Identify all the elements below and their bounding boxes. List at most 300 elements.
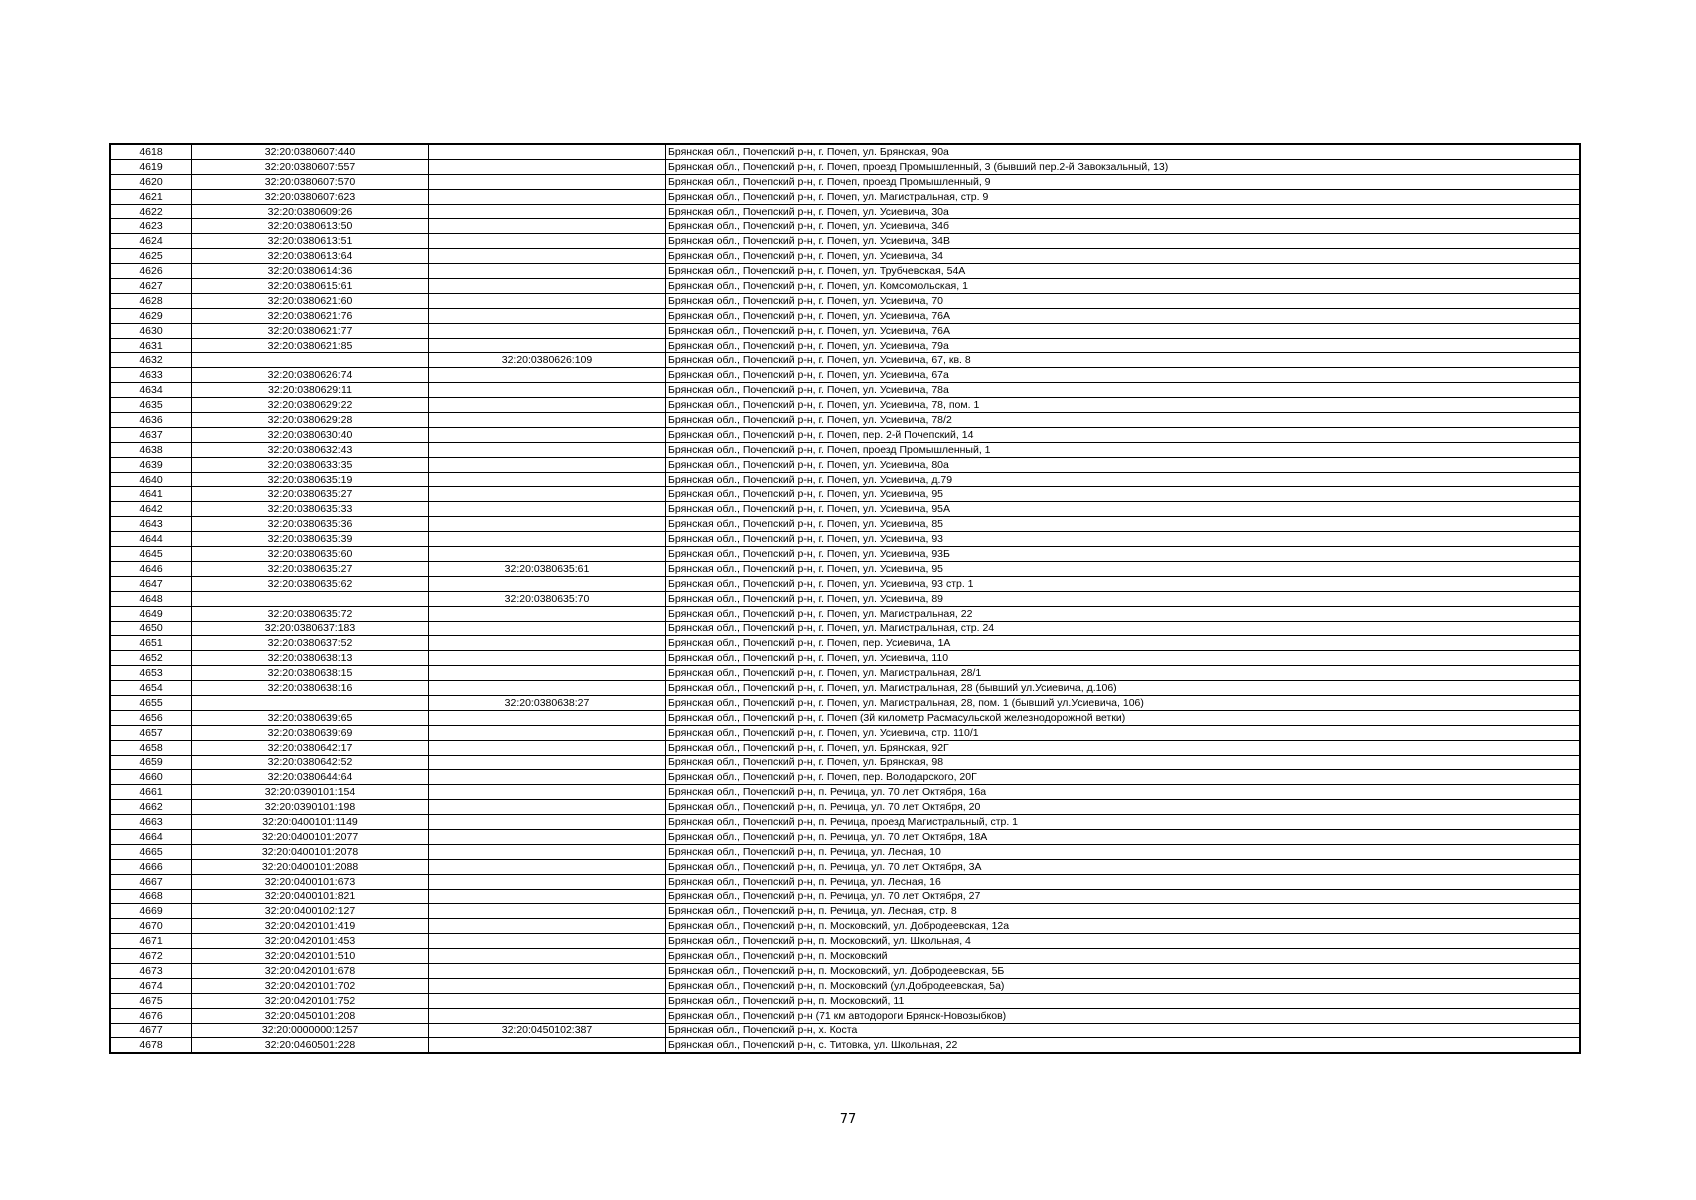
previous-cadastral-number-cell — [429, 1008, 666, 1023]
address-cell: Брянская обл., Почепский р-н, г. Почеп, ул. Усиевича, стр. 110/1 — [666, 725, 1581, 740]
cadastral-number-cell: 32:20:0380607:557 — [192, 159, 429, 174]
address-cell: Брянская обл., Почепский р-н, г. Почеп, ул. Усиевича, 34 — [666, 249, 1581, 264]
table-row — [110, 442, 1580, 457]
address-cell: Брянская обл., Почепский р-н, г. Почеп, проезд Промышленный, 3 (бывший пер.2-й Завокзальный, 13) — [666, 159, 1581, 174]
previous-cadastral-number-cell — [429, 502, 666, 517]
table-row — [110, 279, 1580, 294]
table-row — [110, 189, 1580, 204]
row-number-cell: 4630 — [110, 323, 192, 338]
cadastral-number-cell: 32:20:0380629:22 — [192, 398, 429, 413]
row-number-cell: 4619 — [110, 159, 192, 174]
cadastral-number-cell: 32:20:0380635:27 — [192, 561, 429, 576]
table-row — [110, 249, 1580, 264]
address-cell: Брянская обл., Почепский р-н, г. Почеп, ул. Магистральная, 22 — [666, 606, 1581, 621]
previous-cadastral-number-cell — [429, 829, 666, 844]
address-cell: Брянская обл., Почепский р-н, г. Почеп, пер. Володарского, 20Г — [666, 770, 1581, 785]
row-number-cell: 4676 — [110, 1008, 192, 1023]
table-row — [110, 204, 1580, 219]
address-cell: Брянская обл., Почепский р-н, г. Почеп, ул. Усиевича, д.79 — [666, 472, 1581, 487]
table-row — [110, 710, 1580, 725]
cadastral-number-cell: 32:20:0390101:154 — [192, 785, 429, 800]
table-row — [110, 1038, 1580, 1053]
previous-cadastral-number-cell — [429, 949, 666, 964]
table-row — [110, 591, 1580, 606]
row-number-cell: 4659 — [110, 755, 192, 770]
row-number-cell: 4649 — [110, 606, 192, 621]
cadastral-number-cell: 32:20:0400101:673 — [192, 874, 429, 889]
address-cell: Брянская обл., Почепский р-н, п. Московский, ул. Добродеевская, 12а — [666, 919, 1581, 934]
previous-cadastral-number-cell — [429, 547, 666, 562]
previous-cadastral-number-cell — [429, 144, 666, 159]
previous-cadastral-number-cell: 32:20:0380626:109 — [429, 353, 666, 368]
table-row — [110, 219, 1580, 234]
address-cell: Брянская обл., Почепский р-н, г. Почеп, ул. Усиевича, 80а — [666, 457, 1581, 472]
cadastral-number-cell — [192, 591, 429, 606]
table-row — [110, 413, 1580, 428]
table-row — [110, 695, 1580, 710]
row-number-cell: 4647 — [110, 576, 192, 591]
address-cell: Брянская обл., Почепский р-н, г. Почеп, ул. Усиевича, 76А — [666, 323, 1581, 338]
table-row — [110, 532, 1580, 547]
address-cell: Брянская обл., Почепский р-н, г. Почеп, ул. Усиевича, 110 — [666, 651, 1581, 666]
cadastral-number-cell: 32:20:0420101:453 — [192, 934, 429, 949]
address-cell: Брянская обл., Почепский р-н, г. Почеп, ул. Магистральная, стр. 9 — [666, 189, 1581, 204]
table-row — [110, 606, 1580, 621]
cadastral-number-cell: 32:20:0380607:440 — [192, 144, 429, 159]
address-cell: Брянская обл., Почепский р-н, п. Речица, ул. Лесная, 10 — [666, 844, 1581, 859]
address-cell: Брянская обл., Почепский р-н, п. Речица, ул. 70 лет Октября, 3А — [666, 859, 1581, 874]
row-number-cell: 4664 — [110, 829, 192, 844]
table-row — [110, 398, 1580, 413]
previous-cadastral-number-cell — [429, 532, 666, 547]
cadastral-number-cell: 32:20:0400101:2077 — [192, 829, 429, 844]
table-row — [110, 502, 1580, 517]
row-number-cell: 4645 — [110, 547, 192, 562]
address-cell: Брянская обл., Почепский р-н, г. Почеп, ул. Усиевича, 30а — [666, 204, 1581, 219]
table-row — [110, 993, 1580, 1008]
table-row — [110, 636, 1580, 651]
row-number-cell: 4642 — [110, 502, 192, 517]
cadastral-number-cell: 32:20:0380629:11 — [192, 383, 429, 398]
previous-cadastral-number-cell — [429, 189, 666, 204]
address-cell: Брянская обл., Почепский р-н, п. Московский (ул.Добродеевская, 5а) — [666, 978, 1581, 993]
row-number-cell: 4657 — [110, 725, 192, 740]
address-cell: Брянская обл., Почепский р-н, г. Почеп, пер. 2-й Почепский, 14 — [666, 427, 1581, 442]
previous-cadastral-number-cell — [429, 993, 666, 1008]
row-number-cell: 4633 — [110, 368, 192, 383]
address-cell: Брянская обл., Почепский р-н, п. Московский, ул. Добродеевская, 5Б — [666, 963, 1581, 978]
previous-cadastral-number-cell — [429, 904, 666, 919]
address-cell: Брянская обл., Почепский р-н, г. Почеп, ул. Усиевича, 95А — [666, 502, 1581, 517]
table-row — [110, 323, 1580, 338]
table-row — [110, 561, 1580, 576]
previous-cadastral-number-cell — [429, 934, 666, 949]
row-number-cell: 4650 — [110, 621, 192, 636]
previous-cadastral-number-cell — [429, 889, 666, 904]
table-row — [110, 338, 1580, 353]
cadastral-number-cell: 32:20:0380638:16 — [192, 681, 429, 696]
cadastral-number-cell: 32:20:0380638:15 — [192, 666, 429, 681]
table-row — [110, 472, 1580, 487]
previous-cadastral-number-cell — [429, 264, 666, 279]
address-cell: Брянская обл., Почепский р-н, г. Почеп, ул. Усиевича, 89 — [666, 591, 1581, 606]
cadastral-number-cell: 32:20:0380644:64 — [192, 770, 429, 785]
row-number-cell: 4639 — [110, 457, 192, 472]
row-number-cell: 4654 — [110, 681, 192, 696]
row-number-cell: 4652 — [110, 651, 192, 666]
row-number-cell: 4618 — [110, 144, 192, 159]
table-row — [110, 1008, 1580, 1023]
table-row — [110, 383, 1580, 398]
row-number-cell: 4627 — [110, 279, 192, 294]
address-cell: Брянская обл., Почепский р-н, г. Почеп, пер. Усиевича, 1А — [666, 636, 1581, 651]
previous-cadastral-number-cell: 32:20:0380635:70 — [429, 591, 666, 606]
table-row — [110, 159, 1580, 174]
previous-cadastral-number-cell — [429, 368, 666, 383]
table-row — [110, 963, 1580, 978]
row-number-cell: 4629 — [110, 308, 192, 323]
previous-cadastral-number-cell — [429, 681, 666, 696]
previous-cadastral-number-cell — [429, 815, 666, 830]
previous-cadastral-number-cell — [429, 978, 666, 993]
row-number-cell: 4660 — [110, 770, 192, 785]
cadastral-number-cell: 32:20:0380639:65 — [192, 710, 429, 725]
previous-cadastral-number-cell — [429, 740, 666, 755]
cadastral-number-cell: 32:20:0420101:702 — [192, 978, 429, 993]
table-row — [110, 547, 1580, 562]
cadastral-number-cell: 32:20:0400101:2088 — [192, 859, 429, 874]
row-number-cell: 4668 — [110, 889, 192, 904]
previous-cadastral-number-cell — [429, 710, 666, 725]
cadastral-number-cell: 32:20:0380642:17 — [192, 740, 429, 755]
table-row — [110, 576, 1580, 591]
table-row — [110, 815, 1580, 830]
row-number-cell: 4665 — [110, 844, 192, 859]
address-cell: Брянская обл., Почепский р-н, г. Почеп, ул. Брянская, 92Г — [666, 740, 1581, 755]
table-row — [110, 785, 1580, 800]
row-number-cell: 4637 — [110, 427, 192, 442]
page-number: 77 — [839, 1112, 857, 1127]
previous-cadastral-number-cell — [429, 919, 666, 934]
address-cell: Брянская обл., Почепский р-н, г. Почеп, ул. Магистральная, 28, пом. 1 (бывший ул.Усиевича, 106) — [666, 695, 1581, 710]
cadastral-number-cell: 32:20:0380607:570 — [192, 174, 429, 189]
row-number-cell: 4640 — [110, 472, 192, 487]
previous-cadastral-number-cell — [429, 606, 666, 621]
address-cell: Брянская обл., Почепский р-н, г. Почеп, ул. Усиевича, 70 — [666, 293, 1581, 308]
row-number-cell: 4656 — [110, 710, 192, 725]
cadastral-number-cell: 32:20:0420101:510 — [192, 949, 429, 964]
table-row — [110, 770, 1580, 785]
previous-cadastral-number-cell — [429, 785, 666, 800]
row-number-cell: 4672 — [110, 949, 192, 964]
previous-cadastral-number-cell — [429, 844, 666, 859]
cadastral-number-cell: 32:20:0380609:26 — [192, 204, 429, 219]
table-row — [110, 621, 1580, 636]
table-row — [110, 859, 1580, 874]
row-number-cell: 4651 — [110, 636, 192, 651]
table-row — [110, 666, 1580, 681]
row-number-cell: 4653 — [110, 666, 192, 681]
table-row — [110, 487, 1580, 502]
previous-cadastral-number-cell — [429, 413, 666, 428]
cadastral-number-cell: 32:20:0400101:821 — [192, 889, 429, 904]
table-row — [110, 234, 1580, 249]
row-number-cell: 4673 — [110, 963, 192, 978]
cadastral-number-cell: 32:20:0400102:127 — [192, 904, 429, 919]
registry-table-body — [110, 144, 1580, 1053]
cadastral-number-cell: 32:20:0460501:228 — [192, 1038, 429, 1053]
cadastral-number-cell: 32:20:0380613:51 — [192, 234, 429, 249]
previous-cadastral-number-cell — [429, 576, 666, 591]
previous-cadastral-number-cell — [429, 383, 666, 398]
table-row — [110, 293, 1580, 308]
cadastral-number-cell: 32:20:0390101:198 — [192, 800, 429, 815]
previous-cadastral-number-cell — [429, 442, 666, 457]
row-number-cell: 4624 — [110, 234, 192, 249]
cadastral-number-cell: 32:20:0380613:64 — [192, 249, 429, 264]
previous-cadastral-number-cell — [429, 457, 666, 472]
previous-cadastral-number-cell — [429, 963, 666, 978]
row-number-cell: 4658 — [110, 740, 192, 755]
row-number-cell: 4646 — [110, 561, 192, 576]
cadastral-number-cell: 32:20:0380635:72 — [192, 606, 429, 621]
table-row — [110, 651, 1580, 666]
cadastral-number-cell: 32:20:0000000:1257 — [192, 1023, 429, 1038]
row-number-cell: 4662 — [110, 800, 192, 815]
table-row — [110, 829, 1580, 844]
address-cell: Брянская обл., Почепский р-н, г. Почеп, ул. Усиевича, 85 — [666, 517, 1581, 532]
address-cell: Брянская обл., Почепский р-н, г. Почеп, ул. Усиевича, 78а — [666, 383, 1581, 398]
address-cell: Брянская обл., Почепский р-н, п. Речица, ул. 70 лет Октября, 18А — [666, 829, 1581, 844]
row-number-cell: 4678 — [110, 1038, 192, 1053]
previous-cadastral-number-cell — [429, 159, 666, 174]
previous-cadastral-number-cell: 32:20:0380635:61 — [429, 561, 666, 576]
row-number-cell: 4648 — [110, 591, 192, 606]
previous-cadastral-number-cell — [429, 279, 666, 294]
previous-cadastral-number-cell — [429, 234, 666, 249]
previous-cadastral-number-cell — [429, 219, 666, 234]
table-row — [110, 517, 1580, 532]
address-cell: Брянская обл., Почепский р-н, п. Московский, ул. Школьная, 4 — [666, 934, 1581, 949]
cadastral-number-cell: 32:20:0380639:69 — [192, 725, 429, 740]
cadastral-number-cell — [192, 353, 429, 368]
previous-cadastral-number-cell — [429, 666, 666, 681]
table-row — [110, 174, 1580, 189]
address-cell: Брянская обл., Почепский р-н, г. Почеп (3й километр Расмасульской железнодорожной ветки) — [666, 710, 1581, 725]
row-number-cell: 4669 — [110, 904, 192, 919]
row-number-cell: 4671 — [110, 934, 192, 949]
row-number-cell: 4666 — [110, 859, 192, 874]
table-row — [110, 353, 1580, 368]
table-row — [110, 978, 1580, 993]
previous-cadastral-number-cell — [429, 204, 666, 219]
previous-cadastral-number-cell — [429, 725, 666, 740]
row-number-cell: 4622 — [110, 204, 192, 219]
cadastral-number-cell — [192, 695, 429, 710]
address-cell: Брянская обл., Почепский р-н, г. Почеп, ул. Усиевича, 67а — [666, 368, 1581, 383]
registry-table — [109, 143, 1581, 1054]
row-number-cell: 4643 — [110, 517, 192, 532]
address-cell: Брянская обл., Почепский р-н, с. Титовка, ул. Школьная, 22 — [666, 1038, 1581, 1053]
table-row — [110, 264, 1580, 279]
row-number-cell: 4635 — [110, 398, 192, 413]
row-number-cell: 4623 — [110, 219, 192, 234]
row-number-cell: 4677 — [110, 1023, 192, 1038]
table-row — [110, 308, 1580, 323]
table-row — [110, 427, 1580, 442]
row-number-cell: 4634 — [110, 383, 192, 398]
address-cell: Брянская обл., Почепский р-н, г. Почеп, ул. Брянская, 98 — [666, 755, 1581, 770]
previous-cadastral-number-cell: 32:20:0450102:387 — [429, 1023, 666, 1038]
row-number-cell: 4663 — [110, 815, 192, 830]
address-cell: Брянская обл., Почепский р-н, г. Почеп, ул. Магистральная, стр. 24 — [666, 621, 1581, 636]
previous-cadastral-number-cell — [429, 621, 666, 636]
previous-cadastral-number-cell — [429, 859, 666, 874]
cadastral-number-cell: 32:20:0380621:77 — [192, 323, 429, 338]
row-number-cell: 4626 — [110, 264, 192, 279]
cadastral-number-cell: 32:20:0380607:623 — [192, 189, 429, 204]
address-cell: Брянская обл., Почепский р-н, г. Почеп, проезд Промышленный, 9 — [666, 174, 1581, 189]
address-cell: Брянская обл., Почепский р-н, г. Почеп, ул. Усиевича, 34б — [666, 219, 1581, 234]
row-number-cell: 4667 — [110, 874, 192, 889]
row-number-cell: 4625 — [110, 249, 192, 264]
cadastral-number-cell: 32:20:0380632:43 — [192, 442, 429, 457]
cadastral-number-cell: 32:20:0380630:40 — [192, 427, 429, 442]
table-row — [110, 949, 1580, 964]
cadastral-number-cell: 32:20:0400101:1149 — [192, 815, 429, 830]
address-cell: Брянская обл., Почепский р-н, г. Почеп, ул. Усиевича, 76А — [666, 308, 1581, 323]
row-number-cell: 4674 — [110, 978, 192, 993]
cadastral-number-cell: 32:20:0380637:52 — [192, 636, 429, 651]
cadastral-number-cell: 32:20:0380635:36 — [192, 517, 429, 532]
address-cell: Брянская обл., Почепский р-н, г. Почеп, ул. Усиевича, 67, кв. 8 — [666, 353, 1581, 368]
row-number-cell: 4638 — [110, 442, 192, 457]
previous-cadastral-number-cell — [429, 308, 666, 323]
table-row — [110, 457, 1580, 472]
table-row — [110, 368, 1580, 383]
row-number-cell: 4641 — [110, 487, 192, 502]
registry-sheet — [109, 143, 1581, 1054]
previous-cadastral-number-cell — [429, 1038, 666, 1053]
address-cell: Брянская обл., Почепский р-н, п. Московский — [666, 949, 1581, 964]
row-number-cell: 4621 — [110, 189, 192, 204]
address-cell: Брянская обл., Почепский р-н, п. Речица, ул. 70 лет Октября, 27 — [666, 889, 1581, 904]
cadastral-number-cell: 32:20:0420101:678 — [192, 963, 429, 978]
cadastral-number-cell: 32:20:0380629:28 — [192, 413, 429, 428]
previous-cadastral-number-cell — [429, 338, 666, 353]
address-cell: Брянская обл., Почепский р-н, п. Речица, ул. Лесная, 16 — [666, 874, 1581, 889]
cadastral-number-cell: 32:20:0450101:208 — [192, 1008, 429, 1023]
previous-cadastral-number-cell — [429, 874, 666, 889]
cadastral-number-cell: 32:20:0380615:61 — [192, 279, 429, 294]
cadastral-number-cell: 32:20:0420101:419 — [192, 919, 429, 934]
address-cell: Брянская обл., Почепский р-н, г. Почеп, ул. Усиевича, 95 — [666, 487, 1581, 502]
previous-cadastral-number-cell — [429, 472, 666, 487]
address-cell: Брянская обл., Почепский р-н, г. Почеп, ул. Усиевича, 79а — [666, 338, 1581, 353]
table-row — [110, 681, 1580, 696]
table-row — [110, 934, 1580, 949]
address-cell: Брянская обл., Почепский р-н, г. Почеп, ул. Усиевича, 78, пом. 1 — [666, 398, 1581, 413]
table-row — [110, 874, 1580, 889]
previous-cadastral-number-cell — [429, 427, 666, 442]
previous-cadastral-number-cell — [429, 323, 666, 338]
cadastral-number-cell: 32:20:0380633:35 — [192, 457, 429, 472]
cadastral-number-cell: 32:20:0380637:183 — [192, 621, 429, 636]
table-row — [110, 844, 1580, 859]
address-cell: Брянская обл., Почепский р-н, г. Почеп, ул. Усиевича, 93 — [666, 532, 1581, 547]
previous-cadastral-number-cell — [429, 487, 666, 502]
table-row — [110, 1023, 1580, 1038]
cadastral-number-cell: 32:20:0380635:60 — [192, 547, 429, 562]
previous-cadastral-number-cell: 32:20:0380638:27 — [429, 695, 666, 710]
address-cell: Брянская обл., Почепский р-н, г. Почеп, ул. Усиевича, 95 — [666, 561, 1581, 576]
previous-cadastral-number-cell — [429, 636, 666, 651]
row-number-cell: 4636 — [110, 413, 192, 428]
table-row — [110, 725, 1580, 740]
cadastral-number-cell: 32:20:0380635:27 — [192, 487, 429, 502]
table-row — [110, 755, 1580, 770]
address-cell: Брянская обл., Почепский р-н, п. Речица, проезд Магистральный, стр. 1 — [666, 815, 1581, 830]
cadastral-number-cell: 32:20:0380635:33 — [192, 502, 429, 517]
row-number-cell: 4661 — [110, 785, 192, 800]
cadastral-number-cell: 32:20:0380626:74 — [192, 368, 429, 383]
cadastral-number-cell: 32:20:0380638:13 — [192, 651, 429, 666]
address-cell: Брянская обл., Почепский р-н (71 км автодороги Брянск-Новозыбков) — [666, 1008, 1581, 1023]
cadastral-number-cell: 32:20:0420101:752 — [192, 993, 429, 1008]
previous-cadastral-number-cell — [429, 174, 666, 189]
row-number-cell: 4655 — [110, 695, 192, 710]
table-row — [110, 919, 1580, 934]
cadastral-number-cell: 32:20:0380621:76 — [192, 308, 429, 323]
previous-cadastral-number-cell — [429, 293, 666, 308]
cadastral-number-cell: 32:20:0380613:50 — [192, 219, 429, 234]
table-row — [110, 904, 1580, 919]
cadastral-number-cell: 32:20:0380635:39 — [192, 532, 429, 547]
address-cell: Брянская обл., Почепский р-н, г. Почеп, ул. Брянская, 90а — [666, 144, 1581, 159]
table-row — [110, 889, 1580, 904]
previous-cadastral-number-cell — [429, 755, 666, 770]
address-cell: Брянская обл., Почепский р-н, г. Почеп, проезд Промышленный, 1 — [666, 442, 1581, 457]
cadastral-number-cell: 32:20:0400101:2078 — [192, 844, 429, 859]
address-cell: Брянская обл., Почепский р-н, г. Почеп, ул. Трубчевская, 54А — [666, 264, 1581, 279]
address-cell: Брянская обл., Почепский р-н, г. Почеп, ул. Усиевича, 93 стр. 1 — [666, 576, 1581, 591]
address-cell: Брянская обл., Почепский р-н, п. Московский, 11 — [666, 993, 1581, 1008]
address-cell: Брянская обл., Почепский р-н, х. Коста — [666, 1023, 1581, 1038]
table-row — [110, 144, 1580, 159]
row-number-cell: 4628 — [110, 293, 192, 308]
address-cell: Брянская обл., Почепский р-н, г. Почеп, ул. Усиевича, 78/2 — [666, 413, 1581, 428]
previous-cadastral-number-cell — [429, 770, 666, 785]
table-row — [110, 800, 1580, 815]
row-number-cell: 4631 — [110, 338, 192, 353]
row-number-cell: 4632 — [110, 353, 192, 368]
previous-cadastral-number-cell — [429, 398, 666, 413]
previous-cadastral-number-cell — [429, 651, 666, 666]
cadastral-number-cell: 32:20:0380635:19 — [192, 472, 429, 487]
row-number-cell: 4675 — [110, 993, 192, 1008]
cadastral-number-cell: 32:20:0380621:85 — [192, 338, 429, 353]
address-cell: Брянская обл., Почепский р-н, г. Почеп, ул. Усиевича, 34В — [666, 234, 1581, 249]
address-cell: Брянская обл., Почепский р-н, г. Почеп, ул. Усиевича, 93Б — [666, 547, 1581, 562]
cadastral-number-cell: 32:20:0380642:52 — [192, 755, 429, 770]
address-cell: Брянская обл., Почепский р-н, п. Речица, ул. Лесная, стр. 8 — [666, 904, 1581, 919]
address-cell: Брянская обл., Почепский р-н, г. Почеп, ул. Магистральная, 28 (бывший ул.Усиевича, д.106) — [666, 681, 1581, 696]
table-row — [110, 740, 1580, 755]
address-cell: Брянская обл., Почепский р-н, п. Речица, ул. 70 лет Октября, 20 — [666, 800, 1581, 815]
cadastral-number-cell: 32:20:0380635:62 — [192, 576, 429, 591]
cadastral-number-cell: 32:20:0380614:36 — [192, 264, 429, 279]
address-cell: Брянская обл., Почепский р-н, п. Речица, ул. 70 лет Октября, 16а — [666, 785, 1581, 800]
